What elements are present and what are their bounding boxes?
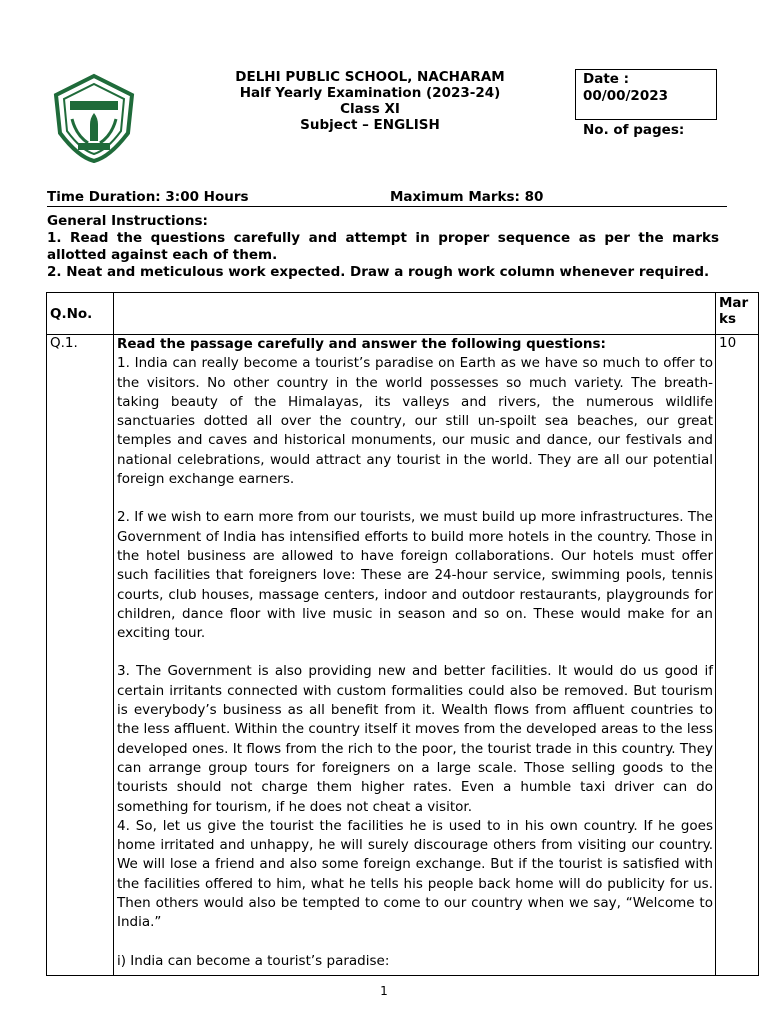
table-header-row xyxy=(47,293,759,335)
marks-header: Mar ks xyxy=(716,293,759,335)
passage xyxy=(117,335,713,971)
question-header xyxy=(114,293,716,335)
sub-question: i) India can become a tourist’s paradise: xyxy=(117,952,390,969)
exam-meta-row xyxy=(47,189,727,207)
question-content xyxy=(114,335,716,976)
general-instructions xyxy=(47,213,719,281)
subject-name: Subject – ENGLISH xyxy=(300,117,440,133)
table-row xyxy=(47,335,759,976)
question-table xyxy=(46,292,759,976)
page-count: No. of pages: xyxy=(583,122,685,138)
question-title: Read the passage carefully and answer the following questions: xyxy=(117,336,606,352)
maximum-marks: Maximum Marks: 80 xyxy=(390,189,544,205)
school-crest-icon xyxy=(50,73,138,163)
exam-date: Date : 00/00/2023 xyxy=(583,71,669,104)
passage-paragraph: 3. The Government is also providing new and better facilities. It would do us good if certain irritants connected with custom formalities could also be removed. But tourism is everybody’s business as all benefit from it. Wealth flows from affluent countries to the less affluent. Within the country itself it moves from the developed areas to the less developed ones. It flows from the rich to the poor, the tourist trade in this country. They can arrange group tours for foreigners on a large scale. Those selling goods to the tourists should not charge them higher rates. Even a humble taxi driver can do something for tourism, if he does not cheat a visitor. xyxy=(117,663,713,815)
passage-paragraph: 1. India can really become a tourist’s paradise on Earth as we have so much to offer to the visitors. No other country in the world possesses so much variety. The breath-taking beauty of the Himalayas, its valleys and rivers, the numerous wildlife sanctuaries dotted all over the country, our still un-spoilt sea beaches, our great temples and caves and historical monuments, our music and dance, our festivals and national celebrations, would attract any tourist in the world. They are all our potential foreign exchange earners. xyxy=(117,355,713,488)
school-name: DELHI PUBLIC SCHOOL, NACHARAM xyxy=(235,69,505,85)
time-duration: Time Duration: 3:00 Hours xyxy=(47,189,249,205)
exam-header xyxy=(200,69,540,133)
class-name: Class XI xyxy=(340,101,400,117)
question-number: Q.1. xyxy=(47,335,114,976)
instruction-item: 2. Neat and meticulous work expected. Draw a rough work column whenever required. xyxy=(47,264,710,280)
instruction-item: 1. Read the questions carefully and attempt in proper sequence as per the marks allotted against each of them. xyxy=(47,230,719,263)
passage-paragraph: 4. So, let us give the tourist the facilities he is used to in his own country. If he goes home irritated and unhappy, he will surely discourage others from visiting our country. We will lose a friend and also some foreign exchange. But if the tourist is satisfied with the facilities offered to him, what he tells his people back home will do publicity for us. Then others would also be tempted to come to our country when we say, “Welcome to India.” xyxy=(117,817,713,931)
instructions-heading: General Instructions: xyxy=(47,213,208,229)
exam-name: Half Yearly Examination (2023-24) xyxy=(239,85,501,101)
date-box xyxy=(575,69,717,138)
question-marks: 10 xyxy=(716,335,759,976)
passage-paragraph: 2. If we wish to earn more from our tourists, we must build up more infrastructures. The Government of India has intensified efforts to build more hotels in the country. Those in the hotel business are allowed to have foreign collaborations. Our hotels must offer such facilities that foreigners love: These are 24-hour service, swimming pools, tennis courts, club houses, massage centers, indoor and outdoor restaurants, playgrounds for children, dance floor with live music in season and so on. These would make for an exciting tour. xyxy=(117,509,713,642)
page-number: 1 xyxy=(380,984,388,998)
qno-header: Q.No. xyxy=(47,293,114,335)
